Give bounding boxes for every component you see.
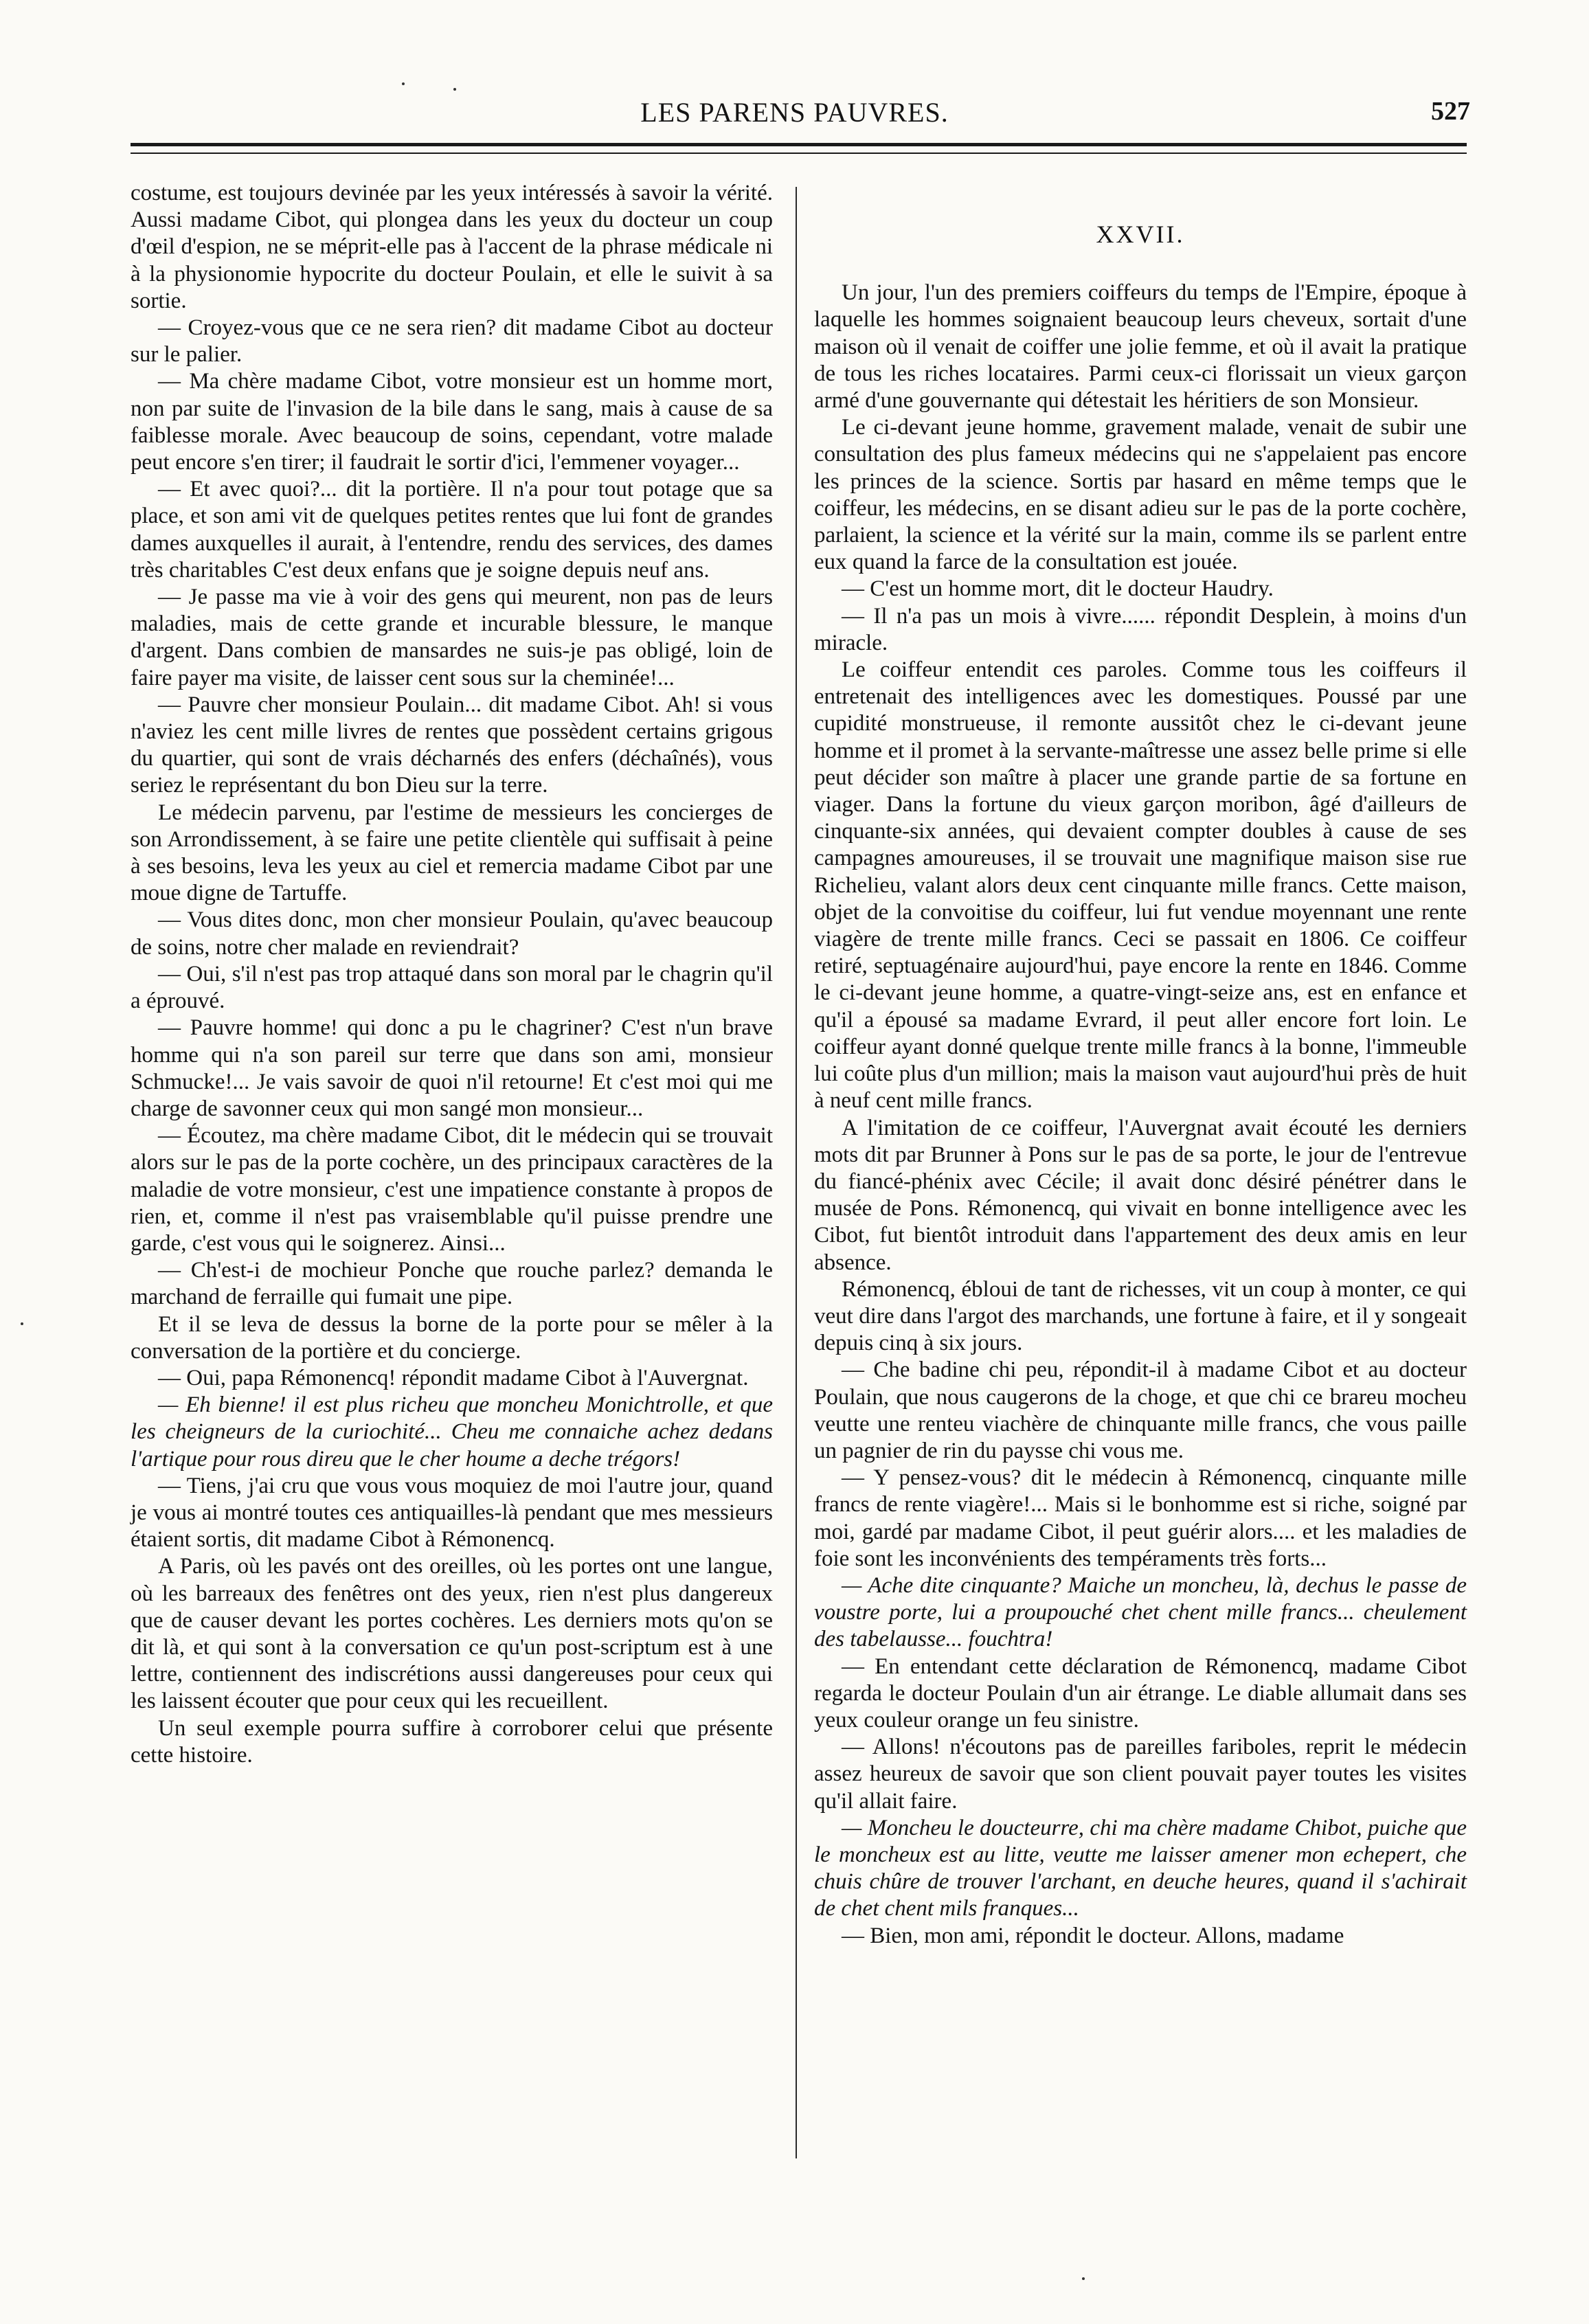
print-speck — [21, 1322, 23, 1325]
paragraph: — Croyez-vous que ce ne sera rien? dit madame Cibot au docteur sur le palier. — [131, 315, 773, 368]
paragraph: A l'imitation de ce coiffeur, l'Auvergnat avait écouté les derniers mots dit par Brunner à Pons sur le pas de sa porte, le jour de l'entrevue du fiancé-phénix avec Cécile; il avait donc désiré pénétrer dans le musée de Pons. Rémonencq, qui vivait en bonne intelligence avec les Cibot, fut bientôt introduit dans l'appartement des deux amis en leur absence. — [814, 1115, 1467, 1275]
chapter-heading: XXVII. — [1096, 221, 1185, 248]
running-header-title: LES PARENS PAUVRES. — [640, 97, 949, 128]
paragraph: — Il n'a pas un mois à vivre...... répondit Desplein, à moins d'un miracle. — [814, 603, 1467, 655]
left-text-column — [131, 180, 773, 1769]
page-number: 527 — [1431, 97, 1470, 126]
paragraph: A Paris, où les pavés ont des oreilles, où les portes ont une langue, où les barreaux des fenêtres ont des yeux, rien n'est plus dangereux que de causer devant les portes cochères. Les derniers mots qu'on se dit là, et qui sont à la conversation ce qu'un post-scriptum est à une lettre, contiennent des indiscrétions aussi dangereuses pour ceux qui les laissent écouter que pour ceux qui les recueillent. — [131, 1554, 773, 1714]
paragraph: — Eh bienne! il est plus richeu que moncheu Monichtrolle, et que les cheigneurs de la curiochité... Cheu me connaiche achez dedans l'artique pour rous direu que le cher houme a deche trégors! — [131, 1392, 773, 1471]
header-rule-thin — [131, 153, 1467, 154]
paragraph: — Bien, mon ami, répondit le docteur. Allons, madame — [842, 1923, 1344, 1948]
paragraph: — Moncheu le doucteurre, chi ma chère madame Chibot, puiche que le moncheux est au litte, veutte me laisser amener mon echepert, che chuis chûre de trouver l'archant, en deuche heures, quand il s'achirait de chet chent mils franques... — [814, 1815, 1467, 1921]
print-speck — [1082, 2277, 1085, 2280]
paragraph: Un seul exemple pourra suffire à corroborer celui que présente cette histoire. — [131, 1715, 773, 1768]
paragraph: costume, est toujours devinée par les yeux intéressés à savoir la vérité. Aussi madame Cibot, qui plongea dans les yeux du docteur un coup d'œil d'espion, ne se méprit-elle pas à l'accent de la phrase médicale ni à la physionomie hypocrite du docteur Poulain, et elle le suivit à sa sortie. — [131, 181, 773, 313]
paragraph: Le ci-devant jeune homme, gravement malade, venait de subir une consultation des plus fameux médecins qui ne s'appelaient pas encore les princes de la science. Sortis par hasard en même temps que le coiffeur, les médecins, en se disant adieu sur le pas de la porte cochère, parlaient, la science et la vérité sur la main, comme ils se parlent entre eux quand la farce de la consultation est jouée. — [814, 415, 1467, 575]
paragraph: — Je passe ma vie à voir des gens qui meurent, non pas de leurs maladies, mais de cette grande et incurable blessure, le manque d'argent. Dans combien de mansardes ne suis-je pas obligé, loin de faire payer ma visite, de laisser cent sous sur la cheminée!... — [131, 585, 773, 690]
paragraph: — Oui, s'il n'est pas trop attaqué dans son moral par le chagrin qu'il a éprouvé. — [131, 961, 773, 1014]
column-divider — [796, 187, 797, 2158]
paragraph: — Ch'est-i de mochieur Ponche que rouche parlez? demanda le marchand de ferraille qui fumait une pipe. — [131, 1258, 773, 1310]
header-rule-thick — [131, 143, 1467, 146]
paragraph: — Écoutez, ma chère madame Cibot, dit le médecin qui se trouvait alors sur le pas de la porte cochère, un des principaux caractères de la maladie de votre monsieur, c'est une impatience constante à propos de rien, et, comme il n'est pas vraisemblable qu'il puisse prendre une garde, c'est vous qui le soignerez. Ainsi... — [131, 1123, 773, 1256]
paragraph: Et il se leva de dessus la borne de la porte pour se mêler à la conversation de la portière et du concierge. — [131, 1311, 773, 1364]
paragraph: Rémonencq, ébloui de tant de richesses, vit un coup à monter, ce qui veut dire dans l'argot des marchands, une fortune à faire, et il y songeait depuis cinq à six jours. — [814, 1276, 1467, 1356]
paragraph: — Et avec quoi?... dit la portière. Il n'a pour tout potage que sa place, et son ami vit de quelques petites rentes que lui font de grandes dames auxquelles il aurait, à l'entendre, rendu des services, des dames très charitables C'est deux enfans que je soigne depuis neuf ans. — [131, 477, 773, 583]
paragraph: — C'est un homme mort, dit le docteur Haudry. — [842, 576, 1274, 602]
right-text-column — [814, 180, 1467, 1950]
print-speck — [402, 82, 405, 85]
paragraph: Le coiffeur entendit ces paroles. Comme tous les coiffeurs il entretenait des intelligences avec les domestiques. Poussé par une cupidité monstrueuse, il remonte aussitôt chez le ci-devant jeune homme et il promet à la servante-maîtresse une assez belle prime si elle peut décider son maître à placer une grande partie de sa fortune en viager. Dans la fortune du vieux garçon moribon, âgé d'ailleurs de cinquante-six années, qui devaient compter doubles à cause de ses campagnes amoureuses, il se trouvait une magnifique maison sise rue Richelieu, valant alors deux cent cinquante mille francs. Cette maison, objet de la convoitise du coiffeur, lui fut vendue moyennant une rente viagère de trente mille francs. Ceci se passait en 1806. Ce coiffeur retiré, septuagénaire aujourd'hui, paye encore la rente en 1846. Comme le ci-devant jeune homme, a quatre-vingt-seize ans, est en enfance et qu'il a épousé sa madame Evrard, il peut aller encore fort loin. Le coiffeur ayant donné quelque trente mille francs à la bonne, l'immeuble lui coûte plus d'un million; mais la maison vaut aujourd'hui près de huit à neuf cent mille francs. — [814, 657, 1467, 1114]
paragraph: — Y pensez-vous? dit le médecin à Rémonencq, cinquante mille francs de rente viagère!... Mais si le bonhomme est si riche, soigné par moi, gardé par madame Cibot, il peut guérir alors.... et les maladies de foie sont les inconvénients des tempéraments très forts... — [814, 1465, 1467, 1571]
paragraph: Le médecin parvenu, par l'estime de messieurs les concierges de son Arrondissement, à se faire une petite clientèle qui suffisait à peine à ses besoins, leva les yeux au ciel et remercia madame Cibot par une moue digne de Tartuffe. — [131, 800, 773, 906]
paragraph: — Vous dites donc, mon cher monsieur Poulain, qu'avec beaucoup de soins, notre cher malade en reviendrait? — [131, 907, 773, 960]
print-speck — [453, 88, 456, 91]
paragraph: — En entendant cette déclaration de Rémonencq, madame Cibot regarda le docteur Poulain d'un air étrange. Le diable allumait dans ses yeux couleur orange un feu sinistre. — [814, 1654, 1467, 1733]
paragraph: — Tiens, j'ai cru que vous vous moquiez de moi l'autre jour, quand je vous ai montré toutes ces antiquailles-là pendant que mes messieurs étaient sortis, dit madame Cibot à Rémonencq. — [131, 1473, 773, 1553]
paragraph: — Ache dite cinquante? Maiche un moncheu, là, dechus le passe de voustre porte, lui a proupouché chet chent mille francs... cheulement des tabelausse... fouchtra! — [814, 1572, 1467, 1652]
paragraph: — Allons! n'écoutons pas de pareilles fariboles, reprit le médecin assez heureux de savoir que son client pouvait payer toutes les visites qu'il allait faire. — [814, 1735, 1467, 1814]
paragraph: — Pauvre homme! qui donc a pu le chagriner? C'est n'un brave homme qui n'a son pareil sur terre que dans son ami, monsieur Schmucke!... Je vais savoir de quoi n'il retourne! Et c'est moi qui me charge de savonner ceux qui mon sangé mon monsieur... — [131, 1015, 773, 1121]
paragraph: Un jour, l'un des premiers coiffeurs du temps de l'Empire, époque à laquelle les hommes soignaient beaucoup leurs cheveux, sortait d'une maison où il venait de coiffer une jolie femme, et où il avait la pratique de tous les riches locataires. Parmi ceux-ci florissait un vieux garçon armé d'une gouvernante qui détestait les héritiers de son Monsieur. — [814, 280, 1467, 414]
paragraph: — Che badine chi peu, répondit-il à madame Cibot et au docteur Poulain, que nous caugerons de la choge, et que chi ce brareu mocheu veutte une renteu viachère de chinquante mille francs, che vous paille un pagnier de rin du paysse chi vous me. — [814, 1357, 1467, 1463]
paragraph: — Pauvre cher monsieur Poulain... dit madame Cibot. Ah! si vous n'aviez les cent mille livres de rentes que possèdent certains grigous du quartier, qui sont de vrais décharnés des enfers (déchaînés), vous seriez le représentant du bon Dieu sur la terre. — [131, 692, 773, 798]
paragraph: — Oui, papa Rémonencq! répondit madame Cibot à l'Auvergnat. — [158, 1365, 749, 1390]
paragraph: — Ma chère madame Cibot, votre monsieur est un homme mort, non par suite de l'invasion de la bile dans le sang, mais à cause de sa faiblesse morale. Avec beaucoup de soins, cependant, votre malade peut encore s'en tirer; il faudrait le sortir d'ici, l'emmener voyager... — [131, 369, 773, 475]
